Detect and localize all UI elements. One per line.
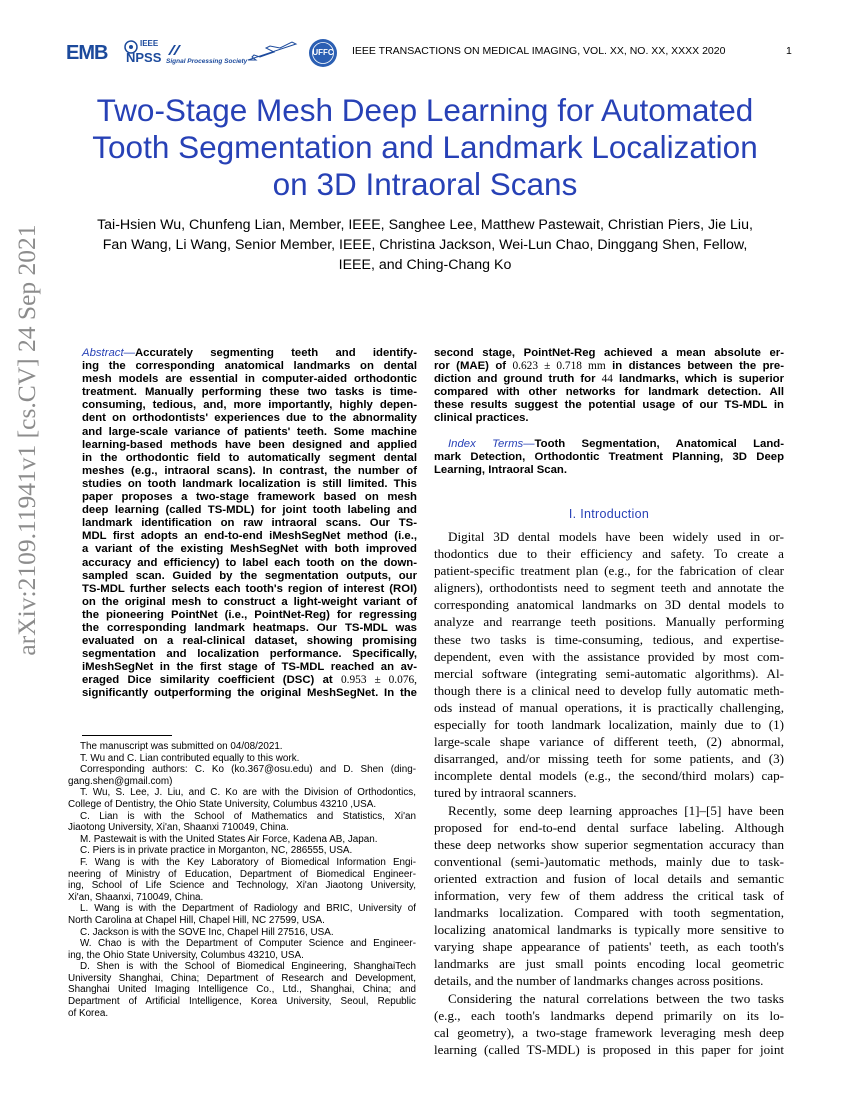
author-line: Tai-Hsien Wu, Chunfeng Lian, Member, IEEE, Sanghee Lee, Matthew Pastewait, Christian Piers, Jie Liu, <box>97 217 753 233</box>
landmark-count: 44 <box>601 373 613 386</box>
abstract-line: consuming, tedious, and, more importantly, highly depen- <box>82 399 417 412</box>
abstract-line: and large-scale variance of patients' teeth. Some machine <box>82 425 417 438</box>
abstract-line: ing the corresponding anatomical landmarks on dental <box>82 360 417 373</box>
abstract-line: on the original mesh to construct a light-weight variant of <box>82 595 417 608</box>
footnote-line: Jiaotong University, Xi'an, Shaanxi 710049, China. <box>68 822 289 834</box>
abstract-line: ror (MAE) of 0.623 ± 0.718 mm in distances between the pre- <box>434 360 785 373</box>
footnotes <box>68 741 416 1019</box>
intro-line: ods instead of manual operations, it is practically challenging, <box>434 699 784 715</box>
abstract-line: in the orthodontic field to automatically segment dental <box>82 451 417 464</box>
abstract-line: TS-MDL further selects each tooth's region of interest (ROI) <box>82 582 417 595</box>
abstract-line: meshes (e.g., intraoral scans). In contrast, the number of <box>82 464 417 477</box>
index-terms-line: Learning, Intraoral Scan. <box>434 464 568 477</box>
footnote-line: C. Jackson is with the SOVE Inc, Chapel Hill 27516, USA. <box>80 926 334 938</box>
abstract-line: iMeshSegNet in the first stage of TS-MDL reached an av- <box>82 661 417 674</box>
abstract-line: the pioneering PointNet (i.e., PointNet-Reg) for regressing <box>82 608 417 621</box>
abstract-line: second stage, PointNet-Reg achieved a mean absolute er- <box>434 347 784 359</box>
abstract-left-column <box>82 347 417 701</box>
index-terms <box>434 438 784 477</box>
intro-line: analyze and rearrange teeth positions. Manually performing <box>434 614 784 630</box>
running-head: IEEE TRANSACTIONS ON MEDICAL IMAGING, VOL. XX, NO. XX, XXXX 2020 <box>352 45 726 57</box>
footnote-line: College of Dentistry, the Ohio State University, Columbus 43210 ,USA. <box>68 798 377 810</box>
footnote-line: F. Wang is with the Key Laboratory of Biomedical Information Engi- <box>80 856 416 868</box>
abstract-line: evaluated on a real-clinical dataset, showing promising <box>82 635 417 648</box>
society-logos <box>66 38 356 74</box>
intro-line: conventional (semi-)automatic methods, mainly due to task- <box>434 853 784 869</box>
abstract-line: dent on orthodontists' experiences due to the abnormality <box>82 412 417 425</box>
sps-logo-icon <box>168 44 182 56</box>
arxiv-identifier: arXiv:2109.11941v1 [cs.CV] 24 Sep 2021 <box>12 224 41 656</box>
footnote-line: Corresponding authors: C. Ko (ko.367@osu.edu) and D. Shen (ding- <box>80 764 416 776</box>
author-line: Fan Wang, Li Wang, Senior Member, IEEE, Christina Jackson, Wei-Lun Chao, Dinggang Shen, Fellow, <box>102 237 748 253</box>
abstract-line: these results suggest the potential usage of our TS-MDL in <box>434 399 784 412</box>
footnote-line: D. Shen is with the School of Biomedical Engineering, ShanghaiTech <box>80 961 416 973</box>
footnote-line: ing, the Ohio State University, Columbus 43210, USA. <box>68 949 304 961</box>
airplane-icon <box>246 40 298 64</box>
footnote-line: C. Piers is in private practice in Morganton, NC, 286555, USA. <box>80 845 353 857</box>
footnote-line: Shanghai United Imaging Intelligence Co., Ltd., Shanghai, China; and <box>68 984 416 996</box>
abstract-line: significantly outperforming the original MeshSegNet. In the <box>82 687 417 700</box>
intro-line: localizing anatomical landmarks is typically more sensitive to <box>434 922 784 938</box>
footnote-line: gang.shen@gmail.com) <box>68 775 173 787</box>
footnote-line: C. Lian is with the School of Mathematics and Statistics, Xi'an <box>80 810 416 822</box>
footnote-line: of Korea. <box>68 1007 109 1019</box>
intro-line: oriented extraction and fusion of local details and semantic <box>434 870 784 886</box>
abstract-line: studies on tooth landmark localization is still limited. This <box>82 477 417 490</box>
intro-line: corresponding anatomical landmarks on 3D dental models to <box>434 597 784 613</box>
intro-line: thodontics due to their efficiency and safety. To create a <box>434 546 784 562</box>
intro-line: disarranged, and/or missing teeth for some patients, and (3) <box>434 751 784 767</box>
title-line: Tooth Segmentation and Landmark Localization <box>92 129 758 165</box>
abstract-line: sampled scan. Guided by the segmentation outputs, our <box>82 569 417 582</box>
intro-line: varying shape appearance of patients' teeth, as each tooth's <box>434 939 784 955</box>
intro-line: aligners), orthodontists need to segment teeth and annotate the <box>434 580 784 596</box>
intro-line: especially for tooth landmark localization, mainly due to (1) <box>434 717 784 733</box>
dsc-value: 0.953 ± 0.076, <box>340 674 417 687</box>
sps-logo: Signal Processing Society <box>166 58 248 65</box>
footnote-line: neering of Ministry of Education, Department of Biomedical Engineer- <box>68 868 416 880</box>
section-heading-introduction: I. Introduction <box>568 507 650 521</box>
intro-line: Considering the natural correlations between the two tasks <box>448 990 784 1006</box>
intro-line: tured by intraoral scanners. <box>434 785 577 801</box>
index-terms-label: Index Terms <box>448 438 524 450</box>
introduction-body <box>434 528 784 1058</box>
intro-line: Digital 3D dental models have been widely used in or- <box>448 529 784 544</box>
footnote-line: M. Pastewait is with the United States Air Force, Kadena AB, Japan. <box>80 833 378 845</box>
abstract-line: diction and ground truth for 44 landmarks, which is superior <box>434 373 784 386</box>
emb-logo: EMB <box>66 42 108 64</box>
abstract-line: treatment. Manually performing these two tasks is time- <box>82 386 417 399</box>
footnote-line: ing, School of Life Science and Technology, Xi'an Jiaotong University, <box>68 880 416 892</box>
intro-line: (e.g., each tooth's landmarks depend primarily on its lo- <box>434 1007 784 1023</box>
intro-line: learning (called TS-MDL) is proposed in this paper for joint <box>434 1041 784 1057</box>
footnote-line: L. Wang is with the Department of Radiology and BRIC, University of <box>80 903 416 915</box>
abstract-line: clinical practices. <box>434 412 529 425</box>
footnote-line: Department of Artificial Intelligence, Korea University, Seoul, Republic <box>68 996 416 1008</box>
index-terms-line: mark Detection, Orthodontic Treatment Planning, 3D Deep <box>434 451 784 464</box>
abstract-line: a variant of the existing MeshSegNet with both improved <box>82 543 417 556</box>
intro-line: landmarks are just small points encoding local geometric <box>434 956 784 972</box>
abstract-line: deep learning (called TS-MDL) for joint tooth labeling and <box>82 504 417 517</box>
abstract-line: mesh models are essential in computer-aided orthodontic <box>82 373 417 386</box>
author-list <box>60 215 790 275</box>
intro-line: details, and the number of landmarks changes across positions. <box>434 973 764 989</box>
intro-line: Recently, some deep learning approaches [1]–[5] have been <box>448 802 784 818</box>
intro-line: proposed for end-to-end dental surface labeling. Although <box>434 819 784 835</box>
npss-logo: NPSS <box>126 50 162 65</box>
footnote-line: The manuscript was submitted on 04/08/2021. <box>80 741 283 752</box>
abstract-line: landmark identification on raw intraoral scans. Our TS- <box>82 517 417 530</box>
abstract-line: eraged Dice similarity coefficient (DSC) at 0.953 ± 0.076, <box>82 674 417 687</box>
intro-line: information, very few of them address the critical task of <box>434 887 784 903</box>
intro-line: these deep networks show superior segmentation accuracy than <box>434 836 784 852</box>
intro-line: cal geometry), a two-stage framework leveraging mesh deep <box>434 1024 784 1040</box>
author-line: IEEE, and Ching-Chang Ko <box>338 257 512 273</box>
title-line: on 3D Intraoral Scans <box>272 166 578 202</box>
uffc-logo: UFFC <box>312 48 334 57</box>
intro-line: mercial software (integrating semi-automatic algorithms). Al- <box>434 665 784 681</box>
footnote-line: T. Wu, S. Lee, J. Liu, and C. Ko are with the Division of Orthodontics, <box>80 787 416 799</box>
footnote-line: Xi'an, Shaanxi, 710049, China. <box>68 891 204 903</box>
footnote-line: North Carolina at Chapel Hill, Chapel Hill, NC 27599, USA. <box>68 914 325 926</box>
footnote-line: University Shanghai, China; Department of Research and Development, <box>68 972 416 984</box>
title-line: Two-Stage Mesh Deep Learning for Automated <box>96 92 754 128</box>
index-terms-line: Index Terms—Tooth Segmentation, Anatomical Land- <box>448 438 785 450</box>
page-number: 1 <box>786 45 792 57</box>
abstract-line: MDL first adopts an end-to-end iMeshSegNet method (i.e., <box>82 530 417 543</box>
abstract-line: compared with other networks for landmark detection. All <box>434 386 784 399</box>
paper-title <box>40 92 810 203</box>
intro-line: though there is a clinical need to develop fully automatic meth- <box>434 682 784 698</box>
intro-line: large-scale shape variance of different teeth, (2) abnormal, <box>434 734 784 750</box>
intro-line: patient-specific treatment plan (e.g., for the fabrication of clear <box>434 563 784 579</box>
abstract-line: the corresponding landmark heatmaps. Our TS-MDL was <box>82 621 417 634</box>
intro-line: these two tasks is time-consuming, tedious, and expertise- <box>434 631 784 647</box>
abstract-line: learning-based methods have been designed and applied <box>82 438 417 451</box>
intro-line: landmarks localization. Compared with tooth segmentation, <box>434 905 784 921</box>
footnote-line: W. Chao is with the Department of Computer Science and Engineer- <box>80 938 416 950</box>
abstract-label: Abstract <box>82 347 124 359</box>
abstract-right-column <box>434 347 784 426</box>
abstract-line: segmentation and localization performance. Specifically, <box>82 648 417 661</box>
intro-line: incomplete dental models (e.g., the second/third molars) cap- <box>434 768 784 784</box>
footnote-line: T. Wu and C. Lian contributed equally to this work. <box>80 752 300 764</box>
ieee-logo: IEEE <box>140 39 159 48</box>
abstract-line: Abstract—Accurately segmenting teeth and identify- <box>82 347 417 359</box>
mae-value: 0.623 ± 0.718 mm <box>512 360 606 373</box>
abstract-line: paper proposes a two-stage framework based on mesh <box>82 491 417 504</box>
abstract-line: accuracy and efficiency) to label each tooth on the down- <box>82 556 417 569</box>
intro-line: dependent, even with the assistance provided by most com- <box>434 648 784 664</box>
footnote-divider <box>82 735 172 736</box>
